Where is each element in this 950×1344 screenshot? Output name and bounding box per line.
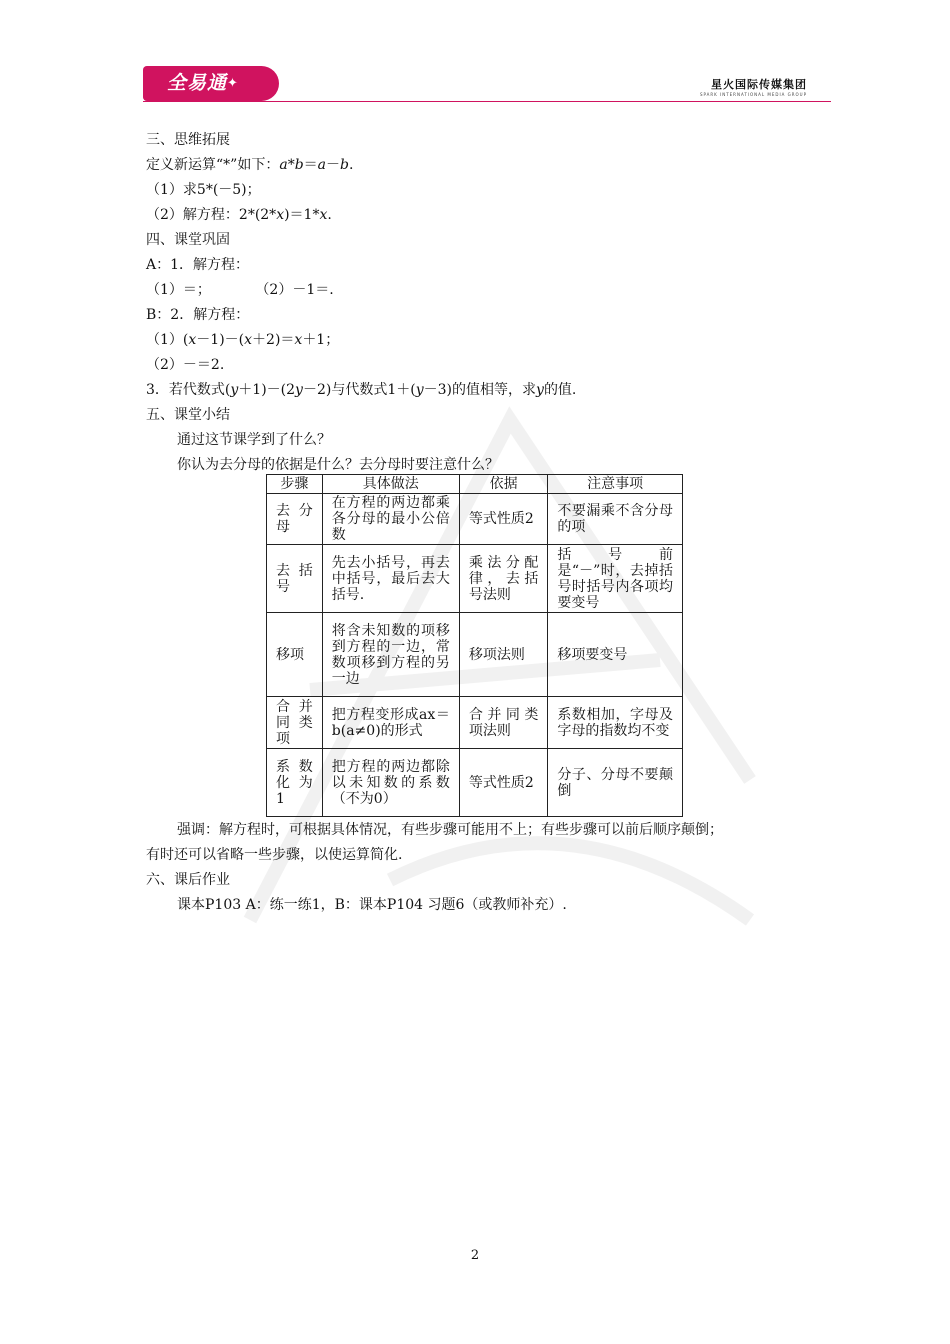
section-3-title: 三、思维拓展 (146, 132, 230, 148)
cell-method: 在方程的两边都乘各分母的最小公倍数 (322, 494, 459, 545)
cell-basis: 合并同类项法则 (459, 697, 548, 749)
cell-method: 先去小括号，再去中括号，最后去大括号. (322, 545, 459, 613)
header-basis: 依据 (459, 475, 548, 494)
publisher-brand (700, 76, 807, 97)
table-row (267, 545, 683, 613)
part-b-item-2: （2）－＝2. (146, 357, 225, 373)
header-step: 步骤 (267, 475, 323, 494)
section-6-title: 六、课后作业 (146, 872, 230, 888)
cell-notes: 分子、分母不要颠倒 (548, 749, 683, 817)
cell-step: 移项 (267, 613, 323, 697)
header-notes: 注意事项 (548, 475, 683, 494)
question-1: （1）求5*(－5)； (146, 182, 261, 198)
brand-cn: 星火国际传媒集团 (711, 78, 807, 91)
part-b-line: B：2．解方程： (146, 307, 250, 323)
part-a-items: （1）＝； （2）－1＝. (146, 282, 334, 298)
emphasis-line-1: 强调：解方程时，可根据具体情况，有些步骤可能用不上；有些步骤可以前后顺序颠倒； (177, 822, 723, 838)
section-5-title: 五、课堂小结 (146, 407, 230, 423)
table-row (267, 749, 683, 817)
page-number: 2 (470, 1248, 480, 1263)
sparkle-icon: ✦ (227, 76, 239, 91)
cell-step: 去 分母 (267, 494, 323, 545)
summary-question-2: 你认为去分母的依据是什么？去分母时要注意什么？ (177, 457, 499, 473)
part-b-item-1: （1）(x－1)－(x＋2)＝x＋1； (146, 332, 340, 348)
solution-steps-table (266, 474, 683, 817)
table-row (267, 494, 683, 545)
cell-basis: 等式性质2 (459, 749, 548, 817)
summary-question-1: 通过这节课学到了什么？ (177, 432, 331, 448)
question-2: （2）解方程：2*(2*x)＝1*x. (146, 207, 332, 223)
cell-notes: 移项要变号 (548, 613, 683, 697)
cell-basis: 乘法分配律，去括号法则 (459, 545, 548, 613)
cell-method: 把方程的两边都除以未知数的系数（不为0） (322, 749, 459, 817)
cell-notes: 系数相加，字母及字母的指数均不变 (548, 697, 683, 749)
section-4-title: 四、课堂巩固 (146, 232, 230, 248)
brand-logo (143, 66, 279, 101)
header-divider (143, 101, 831, 102)
logo-text: 全易通 (167, 72, 228, 94)
emphasis-line-2: 有时还可以省略一些步骤，以使运算简化. (146, 847, 403, 863)
brand-en: SPARK INTERNATIONAL MEDIA GROUP (699, 92, 807, 97)
document-body (146, 128, 816, 478)
homework-line: 课本P103 A：练一练1，B：课本P104 习题6（或教师补充）. (177, 897, 567, 913)
cell-step: 合 并同 类项 (267, 697, 323, 749)
page-header (143, 66, 831, 106)
table-header-row (267, 475, 683, 494)
cell-notes: 不要漏乘不含分母的项 (548, 494, 683, 545)
part-a-line: A：1．解方程： (146, 257, 250, 273)
table-row (267, 697, 683, 749)
question-3: 3．若代数式(y＋1)－(2y－2)与代数式1＋(y－3)的值相等，求y的值. (146, 382, 577, 398)
cell-basis: 等式性质2 (459, 494, 548, 545)
cell-step: 去 括号 (267, 545, 323, 613)
cell-step: 系 数化为1 (267, 749, 323, 817)
definition-line: 定义新运算“*”如下：a*b＝a－b. (146, 157, 354, 173)
table-row (267, 613, 683, 697)
header-method: 具体做法 (322, 475, 459, 494)
cell-method: 将含未知数的项移到方程的一边，常数项移到方程的另一边 (322, 613, 459, 697)
cell-method: 把方程变形成ax＝b(a≠0)的形式 (322, 697, 459, 749)
document-body-lower (146, 818, 816, 918)
cell-notes: 括 号 前 是“－”时，去掉括号时括号内各项均要变号 (548, 545, 683, 613)
cell-basis: 移项法则 (459, 613, 548, 697)
